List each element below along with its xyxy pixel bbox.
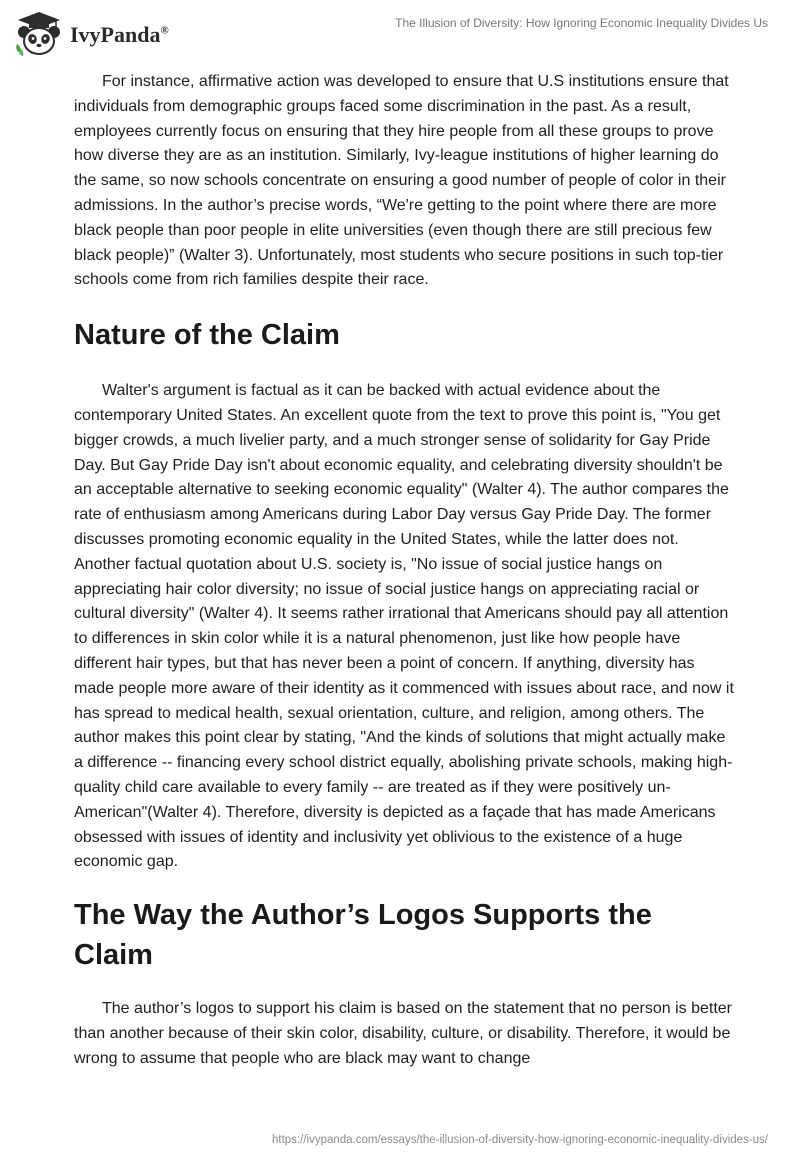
page-header (0, 0, 800, 70)
paragraph-logos: The author’s logos to support his claim is based on the statement that no person is better than another because of their skin color, disability, culture, or disability. Therefore, it would be wrong to assume that people who are black may want to change (74, 1000, 732, 1067)
ivypanda-logo[interactable] (14, 10, 169, 56)
paragraph-factual-argument: Walter's argument is factual as it can be backed with actual evidence about the contemporary United States. An excellent quote from the text to prove this point is, "You get bigger crowds, a much livelier party, and a much stronger sense of solidarity for Gay Pride Day. But Gay Pride Day isn't about economic equality, and celebrating diversity shouldn't be an acceptable alternative to seeking economic equality" (Walter 4). The author compares the rate of enthusiasm among Americans during Labor Day versus Gay Pride Day. The former discusses promoting economic equality in the United States, while the latter does not. Another factual quotation about U.S. society is, "No issue of social justice hangs on appreciating hair color diversity; no issue of social justice hangs on appreciating racial or cultural diversity" (Walter 4). It seems rather irrational that Americans should pay all attention to differences in skin color while it is a natural phenomenon, just like how people have different hair types, but that has never been a point of concern. If anything, diversity has made people more aware of their identity as it commenced with issues about race, and now it has spread to medical health, sexual orientation, culture, and religion, among others. The author makes this point clear by stating, "And the kinds of solutions that might actually make a difference -- financing every school district equally, abolishing private schools, making high-quality child care available to every family -- are treated as if they were positively un-American"(Walter 4). Therefore, diversity is depicted as a façade that has made Americans obsessed with issues of identity and inclusivity yet oblivious to the existence of a huge economic gap. (74, 382, 734, 871)
heading-nature-of-claim: Nature of the Claim (74, 319, 340, 352)
source-url-link[interactable]: https://ivypanda.com/essays/the-illusion-of-diversity-how-ignoring-economic-inequality-divides-us/ (272, 1134, 768, 1146)
essay-content (74, 70, 734, 1072)
paragraph-affirmative-action: For instance, affirmative action was developed to ensure that U.S institutions ensure that individuals from demographic groups faced some discrimination in the past. As a result, employees currently focus on ensuring that they hire people from all these groups to prove how diverse they are as an institution. Similarly, Ivy-league institutions of higher learning do the same, so now schools concentrate on ensuring a good number of people of color in their admissions. In the author’s precise words, “We're getting to the point where there are more black people than poor people in elite universities (even though there are still precious few black people)” (Walter 3). Unfortunately, most students who secure positions in such top-tier schools come from rich families despite their race. (74, 73, 729, 289)
panda-graduation-cap-icon (14, 10, 64, 56)
heading-logos-support: The Way the Author’s Logos Supports the Claim (74, 899, 652, 972)
brand-name: IvyPanda® (70, 22, 169, 47)
document-title: The Illusion of Diversity: How Ignoring Economic Inequality Divides Us (395, 16, 768, 30)
